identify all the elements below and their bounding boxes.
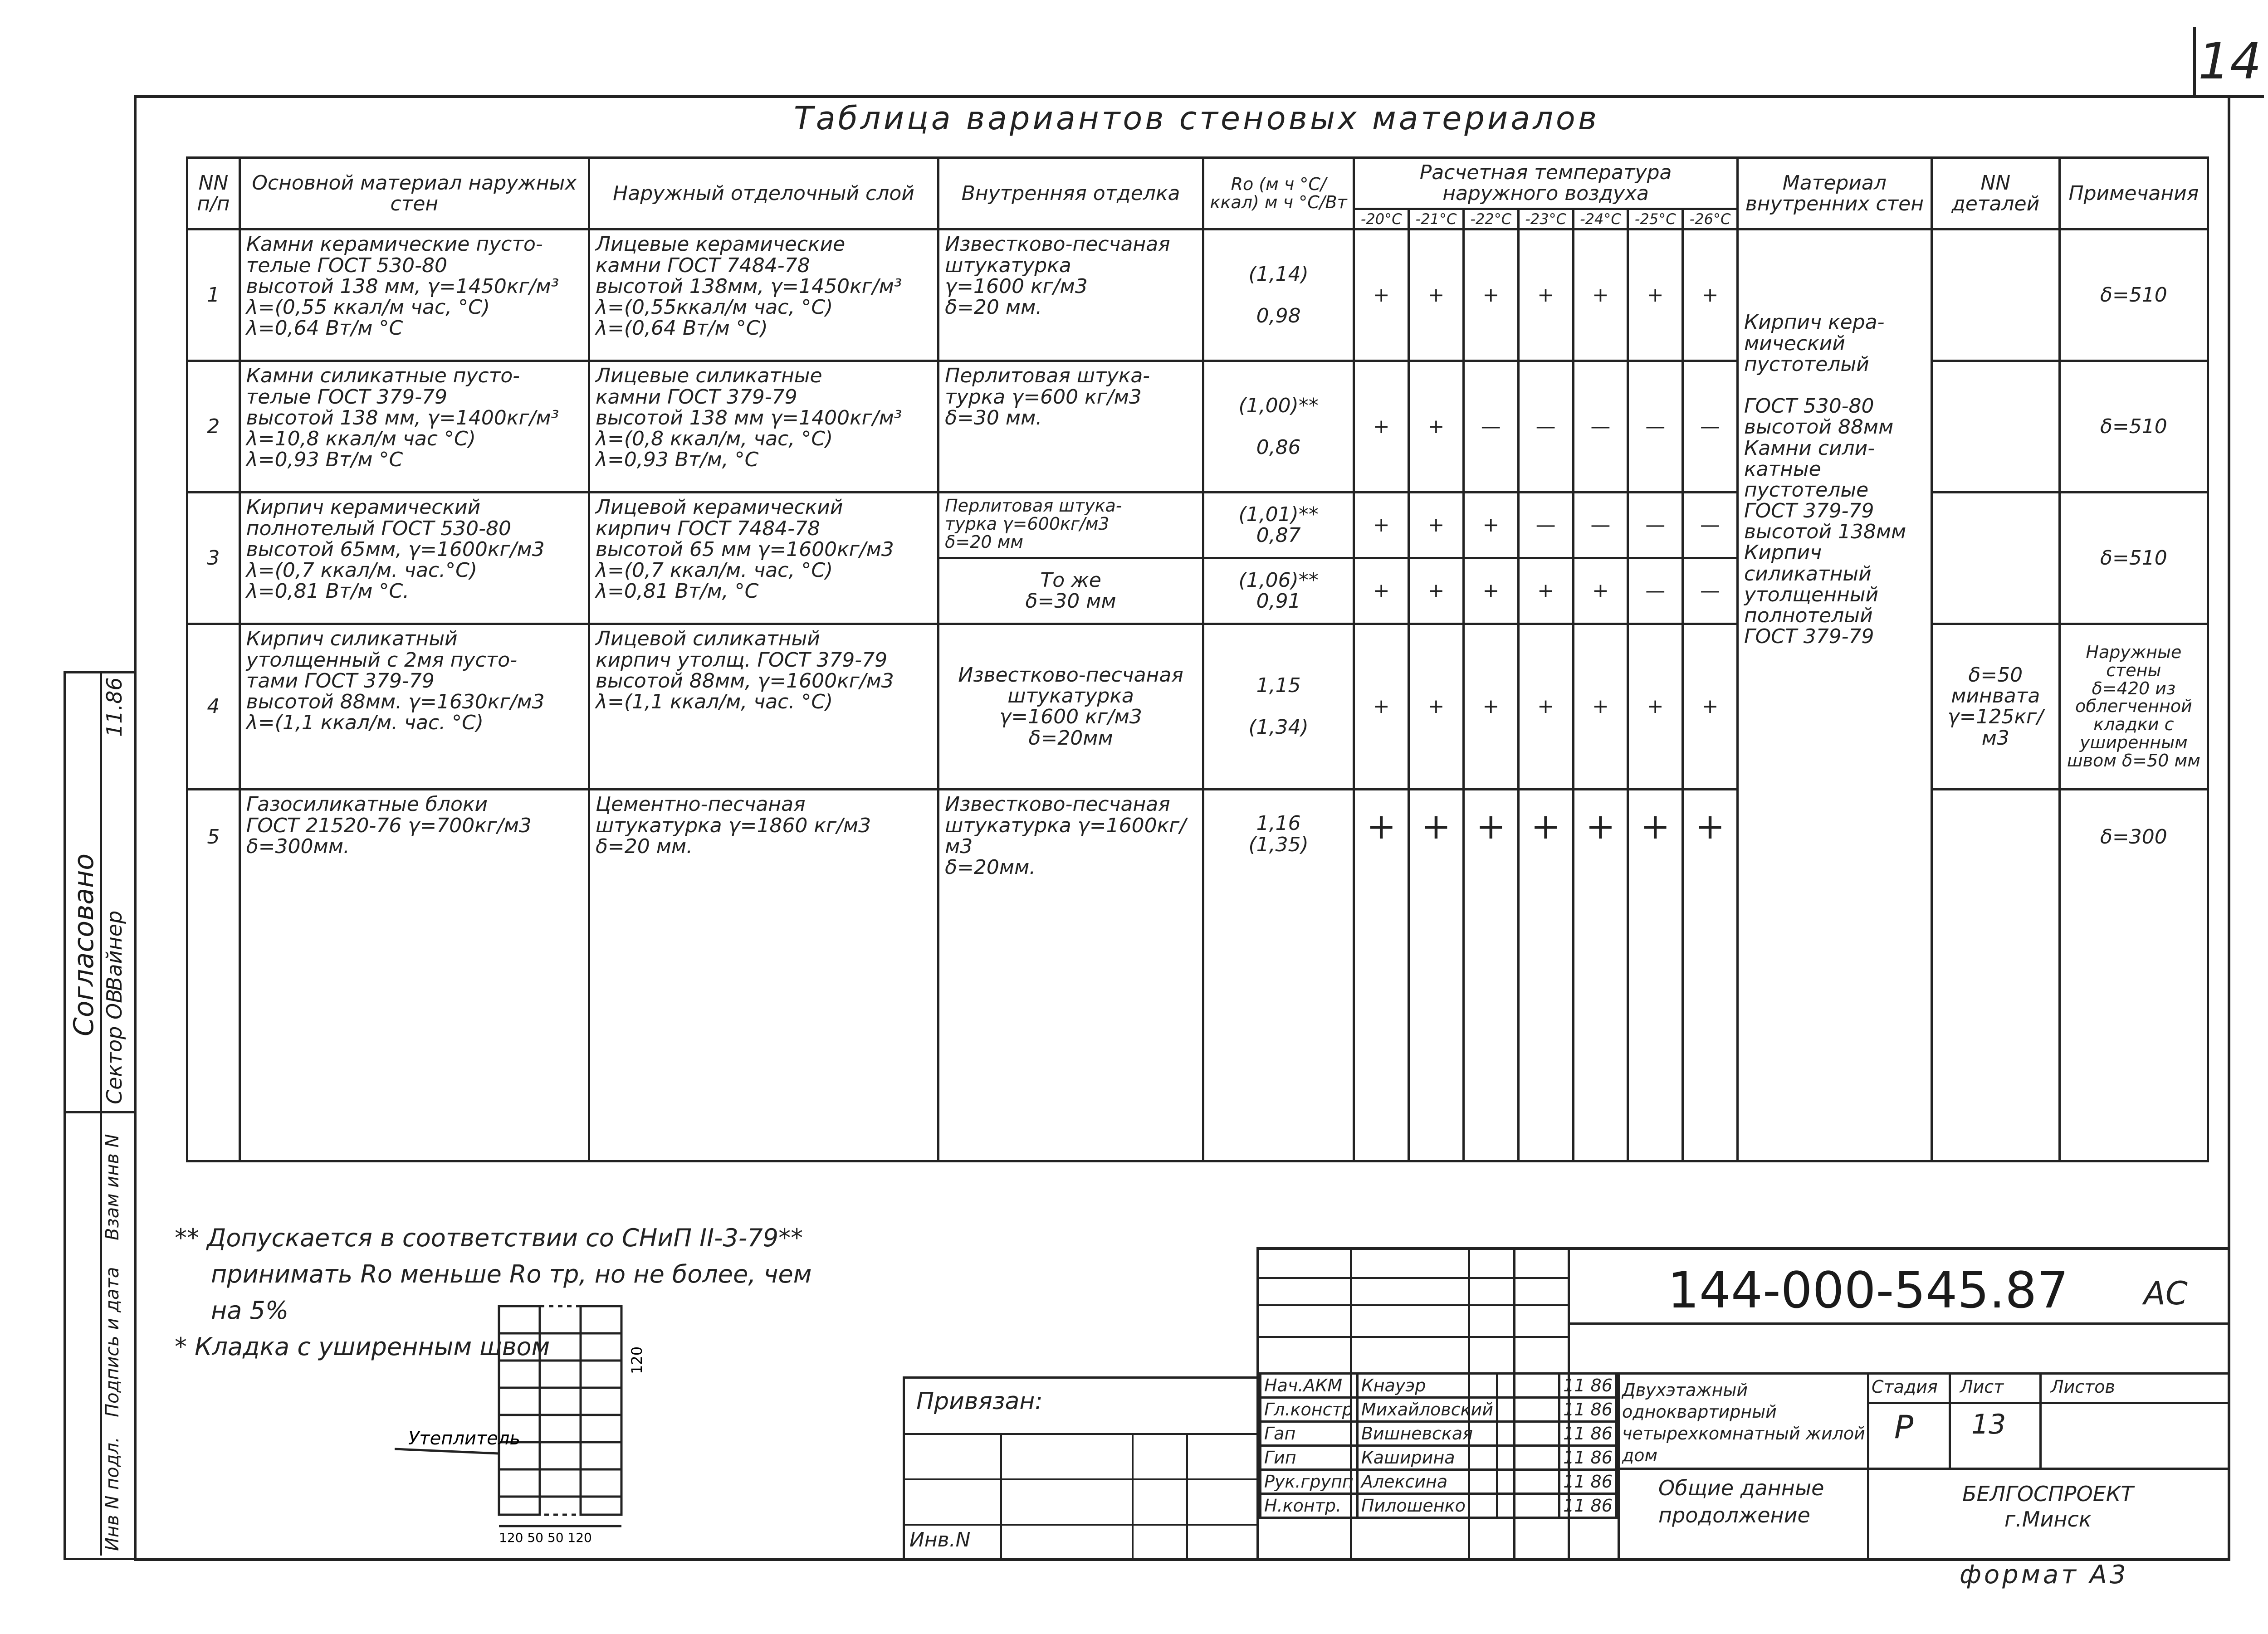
- inner-finish-cell: Перлитовая штука- турка γ=600 кг/м3 δ=30 мм.: [938, 361, 1203, 493]
- base-material-cell: Кирпич силикатный утолщенный с 2мя пусто- тами ГОСТ 379-79 высотой 88мм. γ=1630кг/м3 λ=(1,1 ккал/м. час. °С): [240, 624, 589, 790]
- note-cell: δ=510: [2059, 493, 2208, 624]
- ro-value: 0,86: [1256, 435, 1301, 459]
- document-mark: АС: [2144, 1275, 2188, 1312]
- document-code: 144-000-545.87: [1667, 1261, 2069, 1319]
- col-num-header: NN п/п: [187, 158, 240, 229]
- signature-row: [1261, 1422, 1617, 1446]
- bound-label: Привязан:: [916, 1388, 1043, 1415]
- ro-cell: [1203, 558, 1354, 624]
- ro-value: 1,16: [1256, 812, 1301, 835]
- col-ro-header: Ro (м ч °С/ккал) м ч °С/Вт: [1203, 158, 1354, 229]
- signature-name: Каширина: [1357, 1446, 1497, 1470]
- note-cell: δ=300: [2059, 790, 2208, 1161]
- temp-mark: +: [1573, 624, 1628, 790]
- details-cell: [1931, 229, 2059, 361]
- temp-mark: +: [1409, 558, 1464, 624]
- signature-date: 11 86: [1559, 1446, 1617, 1470]
- signature-date: 11 86: [1559, 1494, 1617, 1518]
- temp-mark: +: [1409, 361, 1464, 493]
- ro-value: 0,87: [1256, 524, 1301, 547]
- temp-header: -21°С: [1409, 209, 1464, 229]
- temp-mark: +: [1354, 790, 1409, 1161]
- temp-mark: —: [1573, 361, 1628, 493]
- temp-mark: +: [1409, 493, 1464, 558]
- signature-role: Гип: [1261, 1446, 1358, 1470]
- temp-mark: +: [1573, 558, 1628, 624]
- title-block: [1256, 1247, 2228, 1558]
- outer-layer-cell: Лицевые керамические камни ГОСТ 7484-78 высотой 138мм, γ=1450кг/м³ λ=(0,55ккал/м час, °С) λ=(0,64 Вт/м °С): [589, 229, 938, 361]
- base-material-cell: Кирпич керамический полнотелый ГОСТ 530-80 высотой 65мм, γ=1600кг/м3 λ=(0,7 ккал/м. час.°С) λ=0,81 Вт/м °С.: [240, 493, 589, 624]
- sketch-bricks: [395, 1306, 621, 1526]
- details-cell: δ=50 минвата γ=125кг/м3: [1931, 624, 2059, 790]
- stage-value: Р: [1894, 1409, 1914, 1446]
- note-cell: δ=510: [2059, 229, 2208, 361]
- temp-mark: +: [1628, 790, 1683, 1161]
- masonry-sketch: [395, 1297, 758, 1551]
- ro-value: (1,34): [1248, 716, 1309, 739]
- temp-mark: +: [1354, 361, 1409, 493]
- inner-finish-cell: Перлитовая штука- турка γ=600кг/м3 δ=20 мм: [938, 493, 1203, 558]
- temp-mark: —: [1628, 558, 1683, 624]
- temp-mark: +: [1463, 558, 1518, 624]
- sheet-value: 13: [1971, 1409, 2006, 1440]
- temp-mark: —: [1518, 493, 1573, 558]
- ro-cell: [1203, 790, 1354, 1161]
- temp-mark: +: [1518, 229, 1573, 361]
- temp-header: -23°С: [1518, 209, 1573, 229]
- inner-finish-cell: Известково-песчаная штукатурка γ=1600 кг/м3 δ=20 мм.: [938, 229, 1203, 361]
- footnote-line: на 5%: [211, 1296, 289, 1325]
- signature-date: 11 86: [1559, 1398, 1617, 1422]
- temp-mark: —: [1628, 361, 1683, 493]
- organization: БЕЛГОСПРОЕКТ г.Минск: [1962, 1482, 2134, 1532]
- temp-header: -25°С: [1628, 209, 1683, 229]
- temp-mark: —: [1518, 361, 1573, 493]
- temp-header: -22°С: [1463, 209, 1518, 229]
- temp-mark: +: [1683, 229, 1738, 361]
- col-outer-header: Наружный отделочный слой: [589, 158, 938, 229]
- row-number: 2: [187, 361, 240, 493]
- inner-walls-material-cell: Кирпич кера- мический пустотелый ГОСТ 530-80 высотой 88мм Камни сили- катные пустотелые ГОСТ 379-79 высотой 138мм Кирпич силикатный утолщенный полнотелый ГОСТ 379-79: [1737, 229, 1931, 1161]
- temp-mark: +: [1354, 493, 1409, 558]
- temp-mark: +: [1409, 624, 1464, 790]
- ro-cell: [1203, 229, 1354, 361]
- col-inner-header: Внутренняя отделка: [938, 158, 1203, 229]
- temp-mark: +: [1354, 624, 1409, 790]
- page-title: Таблица вариантов стеновых материалов: [794, 100, 1600, 137]
- base-material-cell: Камни керамические пусто- телые ГОСТ 530-80 высотой 138 мм, γ=1450кг/м³ λ=(0,55 ккал/м час, °С) λ=0,64 Вт/м °С: [240, 229, 589, 361]
- base-material-cell: Газосиликатные блоки ГОСТ 21520-76 γ=700кг/м3 δ=300мм.: [240, 790, 589, 1161]
- row-number: 5: [187, 790, 240, 1161]
- signature-role: Гл.констр: [1261, 1398, 1358, 1422]
- signature-role: Н.контр.: [1261, 1494, 1358, 1518]
- sketch-dim-bottom: 120 50 50 120: [499, 1530, 592, 1545]
- temp-mark: +: [1463, 229, 1518, 361]
- sheet-number: 14: [2198, 32, 2262, 90]
- agreed-label: Согласовано: [68, 853, 100, 1036]
- table-row: [187, 229, 2208, 361]
- signature-date: 11 86: [1559, 1374, 1617, 1398]
- inner-finish-cell: Известково-песчаная штукатурка γ=1600 кг/м3 δ=20мм: [938, 624, 1203, 790]
- temp-mark: +: [1409, 229, 1464, 361]
- ro-cell: [1203, 624, 1354, 790]
- row-number: 4: [187, 624, 240, 790]
- ro-value: (1,00)**: [1238, 394, 1319, 417]
- temp-mark: —: [1463, 361, 1518, 493]
- sector-head: Сектор ОВ: [102, 989, 127, 1104]
- col-details-header: NN деталей: [1931, 158, 2059, 229]
- row-number: 1: [187, 229, 240, 361]
- temp-mark: —: [1573, 493, 1628, 558]
- signature-row: [1261, 1446, 1617, 1470]
- signature-role: Нач.АКМ: [1261, 1374, 1358, 1398]
- sheet-label: Лист: [1960, 1377, 2004, 1397]
- col-notes-header: Примечания: [2059, 158, 2208, 229]
- details-cell: [1931, 361, 2059, 493]
- temp-mark: +: [1463, 493, 1518, 558]
- signature-role: Гап: [1261, 1422, 1358, 1446]
- signatures-table: [1259, 1372, 1618, 1519]
- footnote-line: принимать Ro меньше Ro тр, но не более, чем: [211, 1260, 812, 1288]
- col-temp-group-header: Расчетная температура наружного воздуха: [1354, 158, 1738, 209]
- temp-mark: +: [1573, 229, 1628, 361]
- sheets-label: Листов: [2051, 1377, 2115, 1397]
- signature-name: Кнауэр: [1357, 1374, 1497, 1398]
- signature-name: Вишневская: [1357, 1422, 1497, 1446]
- temp-mark: +: [1518, 790, 1573, 1161]
- signature-name: Михайловский: [1357, 1398, 1497, 1422]
- temp-mark: +: [1573, 790, 1628, 1161]
- signature-date: 11 86: [1559, 1422, 1617, 1446]
- inner-finish-cell: То же δ=30 мм: [938, 558, 1203, 624]
- ro-value: (1,06)**: [1238, 569, 1319, 592]
- sketch-insulation-label: Утеплитель: [408, 1428, 521, 1449]
- temp-header: -24°С: [1573, 209, 1628, 229]
- details-cell: [1931, 493, 2059, 624]
- base-material-cell: Камни силикатные пусто- телые ГОСТ 379-79 высотой 138 мм, γ=1400кг/м³ λ=10,8 ккал/м час °С) λ=0,93 Вт/м °С: [240, 361, 589, 493]
- agreed-name: Вайнер: [102, 910, 127, 991]
- ro-value: (1,14): [1248, 262, 1309, 286]
- temp-mark: +: [1354, 558, 1409, 624]
- materials-table: [186, 156, 2209, 1162]
- signature-date-label: Подпись и дата: [102, 1267, 123, 1417]
- temp-mark: +: [1463, 624, 1518, 790]
- temp-mark: +: [1628, 229, 1683, 361]
- object-title: Двухэтажный одноквартирный четырехкомнатный жилой дом: [1622, 1380, 1865, 1465]
- temp-mark: +: [1518, 558, 1573, 624]
- details-cell: [1931, 790, 2059, 1161]
- temp-mark: +: [1354, 229, 1409, 361]
- signature-role: Рук.групп: [1261, 1470, 1358, 1494]
- ro-value: (1,35): [1248, 833, 1309, 856]
- signature-name: Алексина: [1357, 1470, 1497, 1494]
- sheet-number-box: [2193, 27, 2264, 98]
- ro-value: 1,15: [1256, 674, 1301, 697]
- signature-row: [1261, 1494, 1617, 1518]
- outer-layer-cell: Цементно-песчаная штукатурка γ=1860 кг/м3 δ=20 мм.: [589, 790, 938, 1161]
- ro-value: (1,01)**: [1238, 503, 1319, 527]
- format-label: формат А3: [1960, 1560, 2129, 1590]
- outer-layer-cell: Лицевые силикатные камни ГОСТ 379-79 высотой 138 мм γ=1400кг/м³ λ=(0,8 ккал/м, час, °С) λ=0,93 Вт/м, °С: [589, 361, 938, 493]
- note-cell: δ=510: [2059, 361, 2208, 493]
- signature-row: [1261, 1398, 1617, 1422]
- footnote-line: ** Допускается в соответствии со СНиП II-3-79**: [175, 1224, 803, 1252]
- temp-mark: +: [1683, 790, 1738, 1161]
- temp-mark: —: [1683, 558, 1738, 624]
- temp-mark: +: [1409, 790, 1464, 1161]
- ro-cell: [1203, 361, 1354, 493]
- footnote-line: * Кладка с уширенным швом: [175, 1332, 550, 1361]
- note-cell: Наружные стены δ=420 из облегченной кладки с уширенным швом δ=50 мм: [2059, 624, 2208, 790]
- sketch-dim-vertical: 120: [628, 1346, 645, 1374]
- temp-header: -26°С: [1683, 209, 1738, 229]
- temp-mark: —: [1683, 361, 1738, 493]
- signature-name: Пилошенко: [1357, 1494, 1497, 1518]
- ro-value: 0,91: [1256, 590, 1301, 613]
- temp-mark: +: [1683, 624, 1738, 790]
- temp-header: -20°С: [1354, 209, 1409, 229]
- col-material-header: Материал внутренних стен: [1737, 158, 1931, 229]
- temp-mark: +: [1463, 790, 1518, 1161]
- row-number: 3: [187, 493, 240, 624]
- signature-row: [1261, 1470, 1617, 1494]
- ro-value: 0,98: [1256, 304, 1301, 327]
- left-margin-stamp: [64, 671, 136, 1560]
- inner-finish-cell: Известково-песчаная штукатурка γ=1600кг/м3 δ=20мм.: [938, 790, 1203, 1161]
- col-base-header: Основной материал наружных стен: [240, 158, 589, 229]
- outer-layer-cell: Лицевой силикатный кирпич утолщ. ГОСТ 379-79 высотой 88мм, γ=1600кг/м3 λ=(1,1 ккал/м, час. °С): [589, 624, 938, 790]
- temp-mark: +: [1628, 624, 1683, 790]
- signature-date: 11 86: [1559, 1470, 1617, 1494]
- stage-label: Стадия: [1872, 1377, 1938, 1397]
- bound-to-block: [903, 1376, 1259, 1558]
- temp-mark: —: [1628, 493, 1683, 558]
- inv-label: Инв.N: [909, 1528, 971, 1551]
- temp-mark: +: [1518, 624, 1573, 790]
- ro-cell: [1203, 493, 1354, 558]
- original-inv-label: Инв N подл.: [102, 1437, 123, 1551]
- outer-layer-cell: Лицевой керамический кирпич ГОСТ 7484-78 высотой 65 мм γ=1600кг/м3 λ=(0,7 ккал/м. час, °С) λ=0,81 Вт/м, °С: [589, 493, 938, 624]
- temp-mark: —: [1683, 493, 1738, 558]
- agreed-date: 11.86: [102, 677, 127, 737]
- signature-row: [1261, 1374, 1617, 1398]
- sheet-title: Общие данные продолжение: [1658, 1476, 1824, 1527]
- replaced-inv-label: Взам инв N: [102, 1134, 123, 1240]
